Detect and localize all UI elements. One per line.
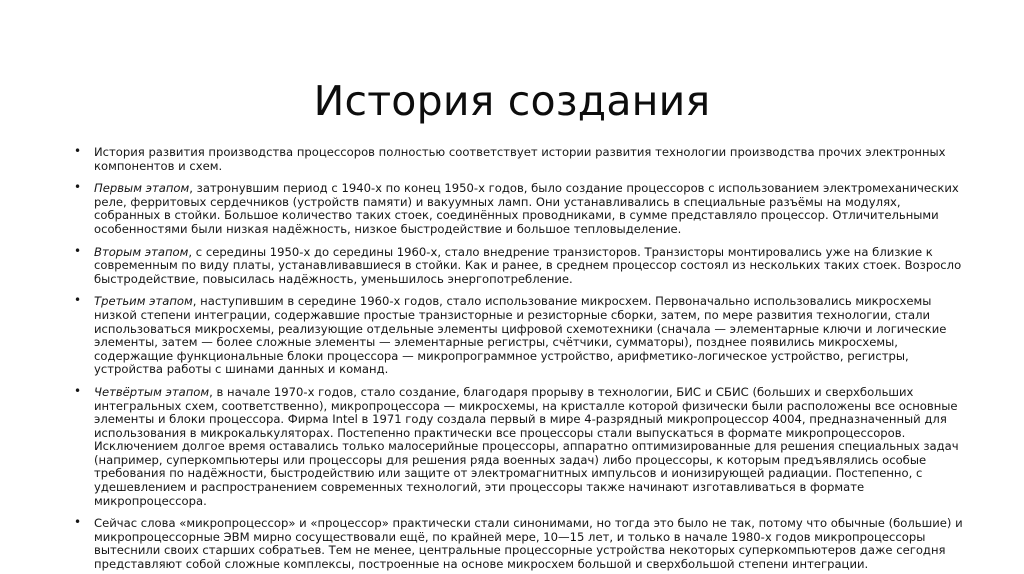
list-item <box>68 182 968 236</box>
bullet-lead: Первым этапом <box>94 181 190 196</box>
bullet-lead: Вторым этапом <box>94 244 189 259</box>
bullet-text: , с середины 1950-х до середины 1960-х, стало внедрение транзисторов. Транзисторы монтировались уже на близкие к современным по виду платы, устанавливавшиеся в стойки. Как и ранее, в среднем процессор состоял из нескольких таких стоек. Возросло быстродействие, повысилась надёжность, уменьшилось энергопотребление. <box>94 244 962 286</box>
bullet-text: Сейчас слова «микропроцессор» и «процессор» практически стали синонимами, но тогда это было не так, потому что обычные (большие) и микропроцессорные ЭВМ мирно сосуществовали ещё, по крайней мере, 10—15 лет, и только в начале 1980-х годов микропроцессоры вытеснили своих старших собратьев. Тем не менее, центральные процессорные устройства некоторых суперкомпьютеров даже сегодня представляют собой сложные комплексы, построенные на основе микросхем большой и сверхбольшой степени интеграции. <box>94 516 963 572</box>
list-item <box>68 146 968 173</box>
list-item <box>68 295 968 377</box>
bullet-text: История развития производства процессоров полностью соответствует истории развития технологии производства прочих электронных компонентов и схем. <box>94 145 946 173</box>
list-item <box>68 246 968 287</box>
bullet-list <box>68 146 968 572</box>
bullet-text: , затронувшим период с 1940-х по конец 1950-х годов, было создание процессоров с использованием электромеханических реле, ферритовых сердечников (устройств памяти) и вакуумных ламп. Они устанавливались в специальные разъёмы на модулях, собранных в стойки. Большое количество таких стоек, соединённых проводниками, в сумме представляло процессор. Отличительными особенностями были низкая надёжность, низкое быстродействие и большое тепловыделение. <box>94 181 959 236</box>
bullet-lead: Третьим этапом <box>94 294 193 309</box>
list-item <box>68 386 968 508</box>
slide-body <box>68 146 968 572</box>
slide-title: История создания <box>313 77 711 126</box>
bullet-lead: Четвёртым этапом <box>94 384 210 399</box>
list-item <box>68 517 968 571</box>
bullet-text: , в начале 1970-х годов, стало создание, благодаря прорыву в технологии, БИС и СБИС (больших и сверхбольших интегральных схем, соответственно), микропроцессора — микросхемы, на кристалле которой физически были расположены все основные элементы и блоки процессора. Фирма Intel в 1971 году создала первый в мире 4-разрядный микропроцессор 4004, предназначенный для использования в микрокалькуляторах. Постепенно практически все процессоры стали выпускаться в формате микропроцессоров. Исключением долгое время оставались только малосерийные процессоры, аппаратно оптимизированные для решения специальных задач (например, суперкомпьютеры или процессоры для решения ряда военных задач) либо процессоры, к которым предъявлялись особые требования по надёжности, быстродействию или защите от электромагнитных импульсов и ионизирующей радиации. Постепенно, с удешевлением и распространением современных технологий, эти процессоры также начинают изготавливаться в формате микропроцессора. <box>94 384 959 508</box>
bullet-text: , наступившим в середине 1960-х годов, стало использование микросхем. Первоначально использовались микросхемы низкой степени интеграции, содержавшие простые транзисторные и резисторные сборки, затем, по мере развития технологии, стали использоваться микросхемы, реализующие отдельные элементы цифровой схемотехники (сначала — элементарные ключи и логические элементы, затем — более сложные элементы — элементарные регистры, счётчики, сумматоры), позднее появились микросхемы, содержащие функциональные блоки процессора — микропрограммное устройство, арифметико-логическое устройство, регистры, устройства работы с шинами данных и команд. <box>94 294 947 377</box>
